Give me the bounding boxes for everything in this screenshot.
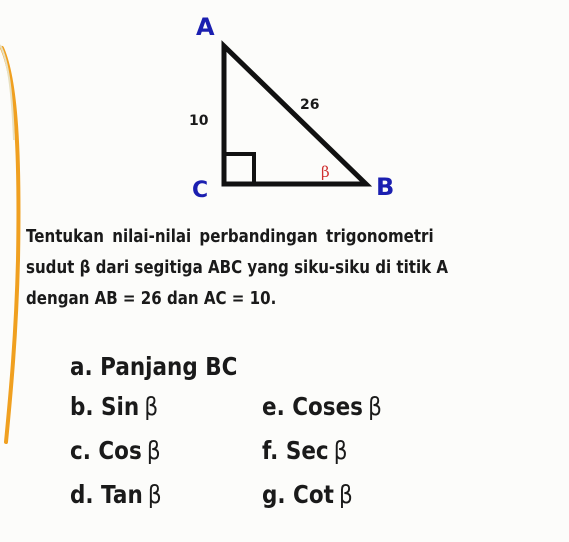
question-a [70, 352, 237, 381]
beta-symbol: β [333, 436, 348, 465]
beta-symbol: β [147, 480, 162, 509]
vertex-b-label: B [376, 173, 395, 201]
triangle-abc [224, 46, 366, 184]
beta-symbol: β [146, 436, 161, 465]
problem-line-2: sudut β dari segitiga ABC yang siku-siku di titik A [26, 258, 449, 278]
question-d [70, 480, 162, 509]
problem-line-3: dengan AB = 26 dan AC = 10. [26, 289, 277, 309]
question-e-label: e. Coses [262, 392, 363, 421]
question-c-label: c. Cos [70, 436, 142, 465]
question-g [262, 480, 353, 509]
beta-symbol: β [144, 392, 159, 421]
beta-symbol: β [368, 392, 382, 421]
angle-beta-label: β [321, 163, 330, 181]
vertex-c-label: C [192, 178, 209, 203]
question-b [70, 392, 158, 421]
beta-symbol: β [339, 480, 353, 509]
question-b-label: b. Sin [70, 392, 140, 421]
problem-statement [26, 222, 449, 315]
problem-line-1: Tentukan nilai-nilai perbandingan trigonometri [26, 227, 434, 247]
question-g-label: g. Cot [262, 480, 334, 509]
question-f-label: f. Sec [262, 436, 329, 465]
question-a-label: a. Panjang BC [70, 352, 238, 381]
side-ac-label: 10 [189, 113, 209, 129]
question-f [262, 436, 348, 465]
side-ab-label: 26 [300, 97, 320, 113]
triangle-figure [0, 0, 569, 215]
right-angle-marker [224, 154, 254, 184]
question-c [70, 436, 161, 465]
vertex-a-label: A [196, 13, 215, 41]
question-d-label: d. Tan [70, 480, 143, 509]
question-e [262, 392, 382, 421]
